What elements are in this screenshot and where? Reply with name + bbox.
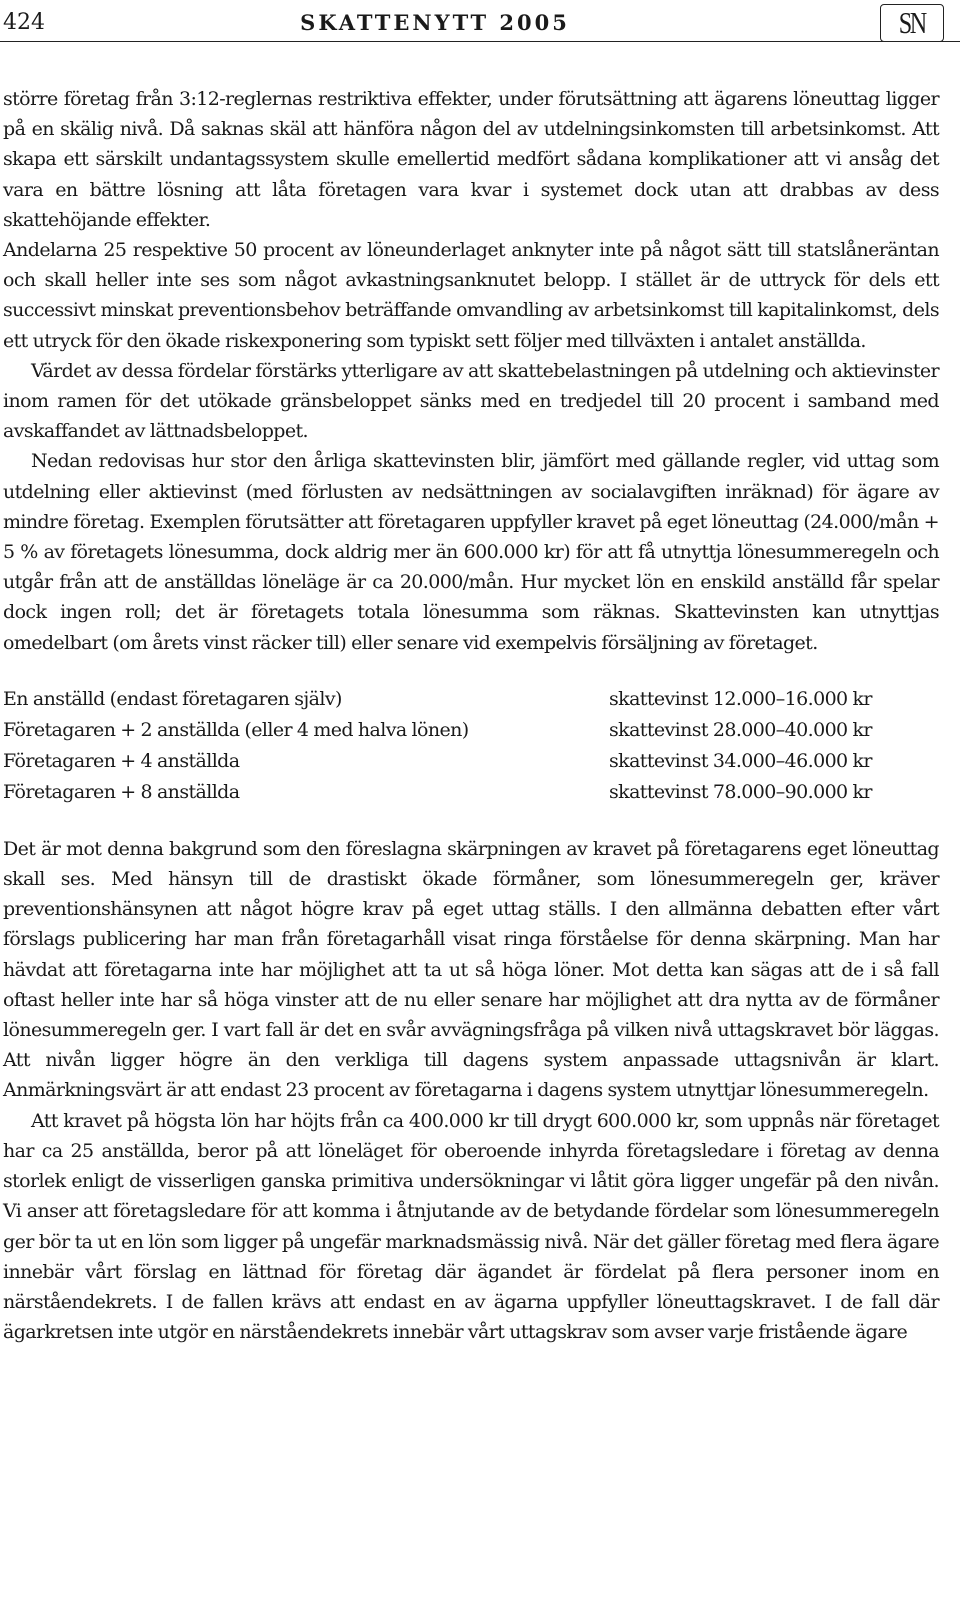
example-label: Företagaren + 2 anställda (eller 4 med halva lönen) bbox=[3, 718, 469, 741]
paragraph-continued: större företag från 3:12-reglernas restriktiva effekter, under förutsättning att ägarens löneuttag ligger på en skälig nivå. Då saknas skäl att hänföra någon del av utdelningsinkomsten till arbetsinkomst. Att skapa ett särskilt undantagssystem skulle emellertid medfört sådana komplikationer att vi ansåg det vara en bättre lösning att låta företagen vara kvar i systemet dock utan att drabbas av dess skattehöjande effekter. bbox=[3, 88, 939, 231]
journal-logo bbox=[880, 4, 944, 42]
page-header bbox=[0, 0, 960, 50]
journal-title: SKATTENYTT 2005 bbox=[300, 10, 570, 35]
header-rule bbox=[0, 41, 960, 42]
article-body bbox=[3, 84, 939, 1347]
paragraph: Andelarna 25 respektive 50 procent av löneunderlaget anknyter inte på något sätt till statslåneräntan och skall heller inte ses som något avkastningsanknutet belopp. I stället är de uttryck för dels ett successivt minskat preventionsbehov beträffande omvandling av arbetsinkomst till kapitalinkomst, dels ett utryck för den ökade riskexponering som typiskt sett följer med tillväxten i antalet anställda. bbox=[3, 239, 939, 352]
paragraph: Att kravet på högsta lön har höjts från ca 400.000 kr till drygt 600.000 kr, som uppnås när företaget har ca 25 anställda, beror på att löneläget för oberoende inhyrda företagsledare i företag av denna storlek enligt de visserligen ganska primitiva undersökningar vi låtit göra ligger ungefär på den nivån. Vi anser att företagsledare för att komma i åtnjutande av de betydande fördelar som lönesummeregeln ger bör ta ut en lön som ligger på ungefär marknadsmässig nivå. När det gäller företag med flera ägare innebär vårt förslag en lättnad för företag där ägandet är fördelat på flera personer inom en närståendekrets. I de fallen krävs att endast en av ägarna uppfyller löneuttagskravet. I de fall där ägarkretsen inte utgör en närståendekrets innebär vårt uttagskrav som avser varje fristående ägare bbox=[3, 1109, 939, 1344]
page-number: 424 bbox=[3, 10, 45, 35]
example-value: skattevinst 78.000–90.000 kr bbox=[609, 780, 872, 803]
example-label: Företagaren + 8 anställda bbox=[3, 780, 240, 803]
example-value: skattevinst 34.000–46.000 kr bbox=[609, 749, 872, 772]
journal-logo-text: SN bbox=[898, 5, 926, 40]
paragraph: Det är mot denna bakgrund som den föreslagna skärpningen av kravet på företagarens eget löneuttag skall ses. Med hänsyn till de drastiskt ökade förmåner, som lönesummeregeln ger, kräver preventionshänsynen att något högre krav på eget uttag ställs. I den allmänna debatten efter vårt förslags publicering har man från företagarhåll visat ringa förståelse för denna skärpning. Man har hävdat att företagarna inte har möjlighet att ta ut så höga löner. Mot detta kan sägas att de i så fall oftast heller inte har så höga vinster att de nu eller senare har möjlighet att dra nytta av de förmåner lönesummeregeln ger. I vart fall är det en svår avvägningsfråga på vilken nivå uttagskravet bör läggas. Att nivån ligger högre än den verkliga till dagens system anpassade uttagsnivån är klart. Anmärkningsvärt är att endast 23 procent av företagarna i dagens system utnyttjar lönesummeregeln. bbox=[3, 837, 939, 1102]
example-row bbox=[3, 777, 939, 808]
example-row bbox=[3, 746, 939, 777]
example-value: skattevinst 12.000–16.000 kr bbox=[609, 687, 872, 710]
example-row bbox=[3, 684, 939, 715]
example-label: En anställd (endast företagaren själv) bbox=[3, 687, 342, 710]
example-value: skattevinst 28.000–40.000 kr bbox=[609, 718, 872, 741]
example-label: Företagaren + 4 anställda bbox=[3, 749, 240, 772]
paragraph: Värdet av dessa fördelar förstärks ytterligare av att skattebelastningen på utdelning och aktievinster inom ramen för det utökade gränsbeloppet sänks med en tredjedel till 20 procent i samband med avskaffandet av lättnadsbeloppet. bbox=[3, 359, 939, 443]
paragraph: Nedan redovisas hur stor den årliga skattevinsten blir, jämfört med gällande regler, vid uttag som utdelning eller aktievinst (med förlusten av nedsättningen av socialavgiften inräknad) för ägare av mindre företag. Exemplen förutsätter att företagaren uppfyller kravet på eget löneuttag (24.000/mån + 5 % av företagets lönesumma, dock aldrig mer än 600.000 kr) för att få utnyttja lönesummeregeln och utgår från att de anställdas löneläge är ca 20.000/mån. Hur mycket lön en enskild anställd får spelar dock ingen roll; det är företagets totala lönesumma som räknas. Skattevinsten kan utnyttjas omedelbart (om årets vinst räcker till) eller senare vid exempelvis försäljning av företaget. bbox=[3, 450, 939, 654]
tax-gain-examples bbox=[3, 684, 939, 808]
example-row bbox=[3, 715, 939, 746]
